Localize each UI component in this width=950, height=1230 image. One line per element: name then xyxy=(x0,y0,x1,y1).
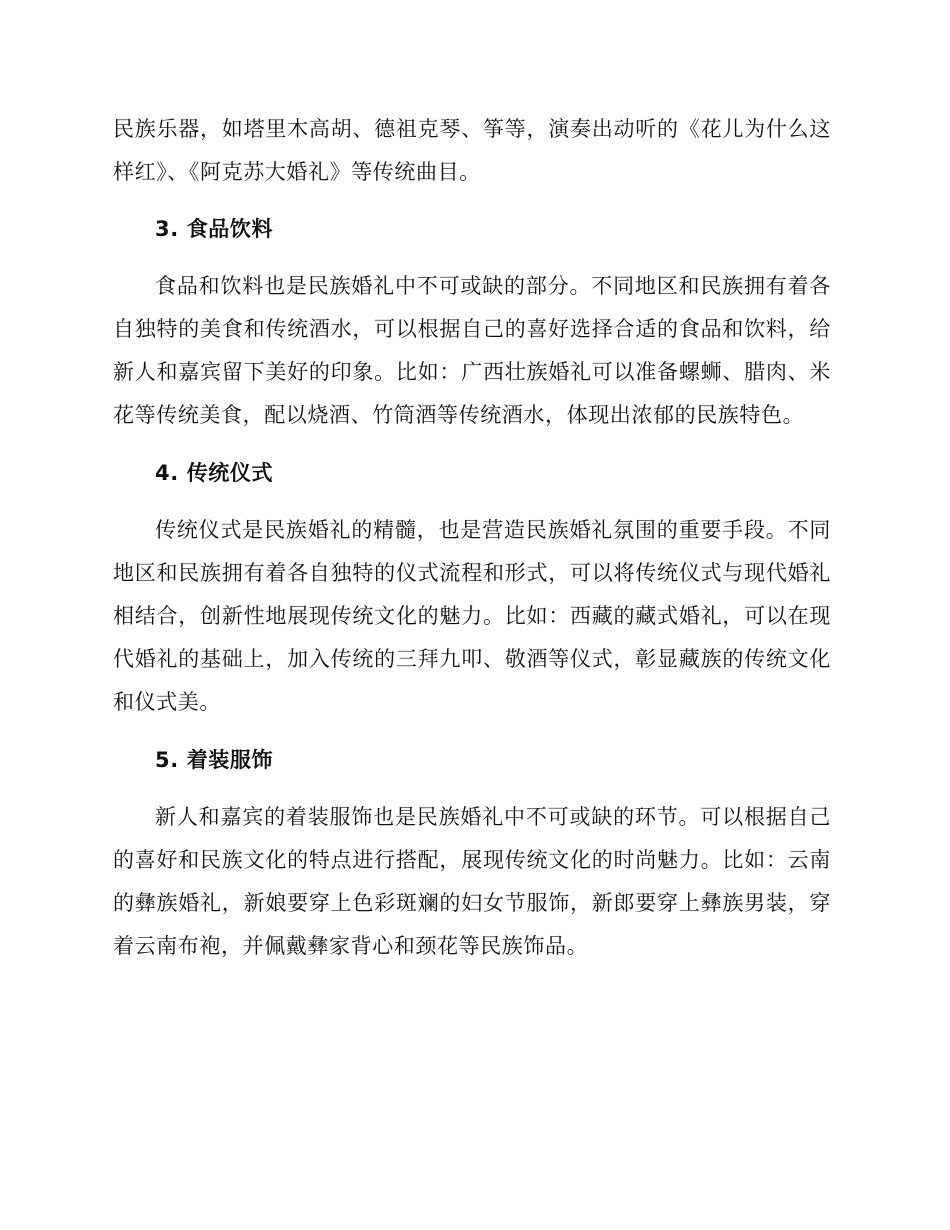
spacer xyxy=(113,437,831,452)
heading-traditional-ceremony: 4. 传统仪式 xyxy=(155,461,274,485)
spacer xyxy=(113,495,831,509)
spacer xyxy=(113,782,831,796)
heading-attire: 5. 着装服饰 xyxy=(155,748,274,772)
document-body xyxy=(113,108,831,968)
paragraph-food-drinks: 食品和饮料也是民族婚礼中不可或缺的部分。不同地区和民族拥有着各自独特的美食和传统酒水，可以根据自己的喜好选择合适的食品和饮料，给新人和嘉宾留下美好的印象。比如：广西壮族婚礼可以准备螺蛳、腊肉、米花等传统美食，配以烧酒、竹筒酒等传统酒水，体现出浓郁的民族特色。 xyxy=(113,274,831,427)
spacer xyxy=(113,251,831,265)
paragraph-attire: 新人和嘉宾的着装服饰也是民族婚礼中不可或缺的环节。可以根据自己的喜好和民族文化的特点进行搭配，展现传统文化的时尚魅力。比如：云南的彝族婚礼，新娘要穿上色彩斑斓的妇女节服饰，新郎要穿上彝族男装，穿着云南布袍，并佩戴彝家背心和颈花等民族饰品。 xyxy=(113,805,831,958)
spacer xyxy=(113,724,831,739)
heading-food-drinks: 3. 食品饮料 xyxy=(155,217,274,241)
spacer xyxy=(113,194,831,208)
paragraph-instruments-continued: 民族乐器，如塔里木高胡、德祖克琴、筝等，演奏出动听的《花儿为什么这样红》、《阿克苏大婚礼》等传统曲目。 xyxy=(113,117,831,184)
paragraph-traditional-ceremony: 传统仪式是民族婚礼的精髓，也是营造民族婚礼氛围的重要手段。不同地区和民族拥有着各自独特的仪式流程和形式，可以将传统仪式与现代婚礼相结合，创新性地展现传统文化的魅力。比如：西藏的藏式婚礼，可以在现代婚礼的基础上，加入传统的三拜九叩、敬酒等仪式，彰显藏族的传统文化和仪式美。 xyxy=(113,518,831,714)
